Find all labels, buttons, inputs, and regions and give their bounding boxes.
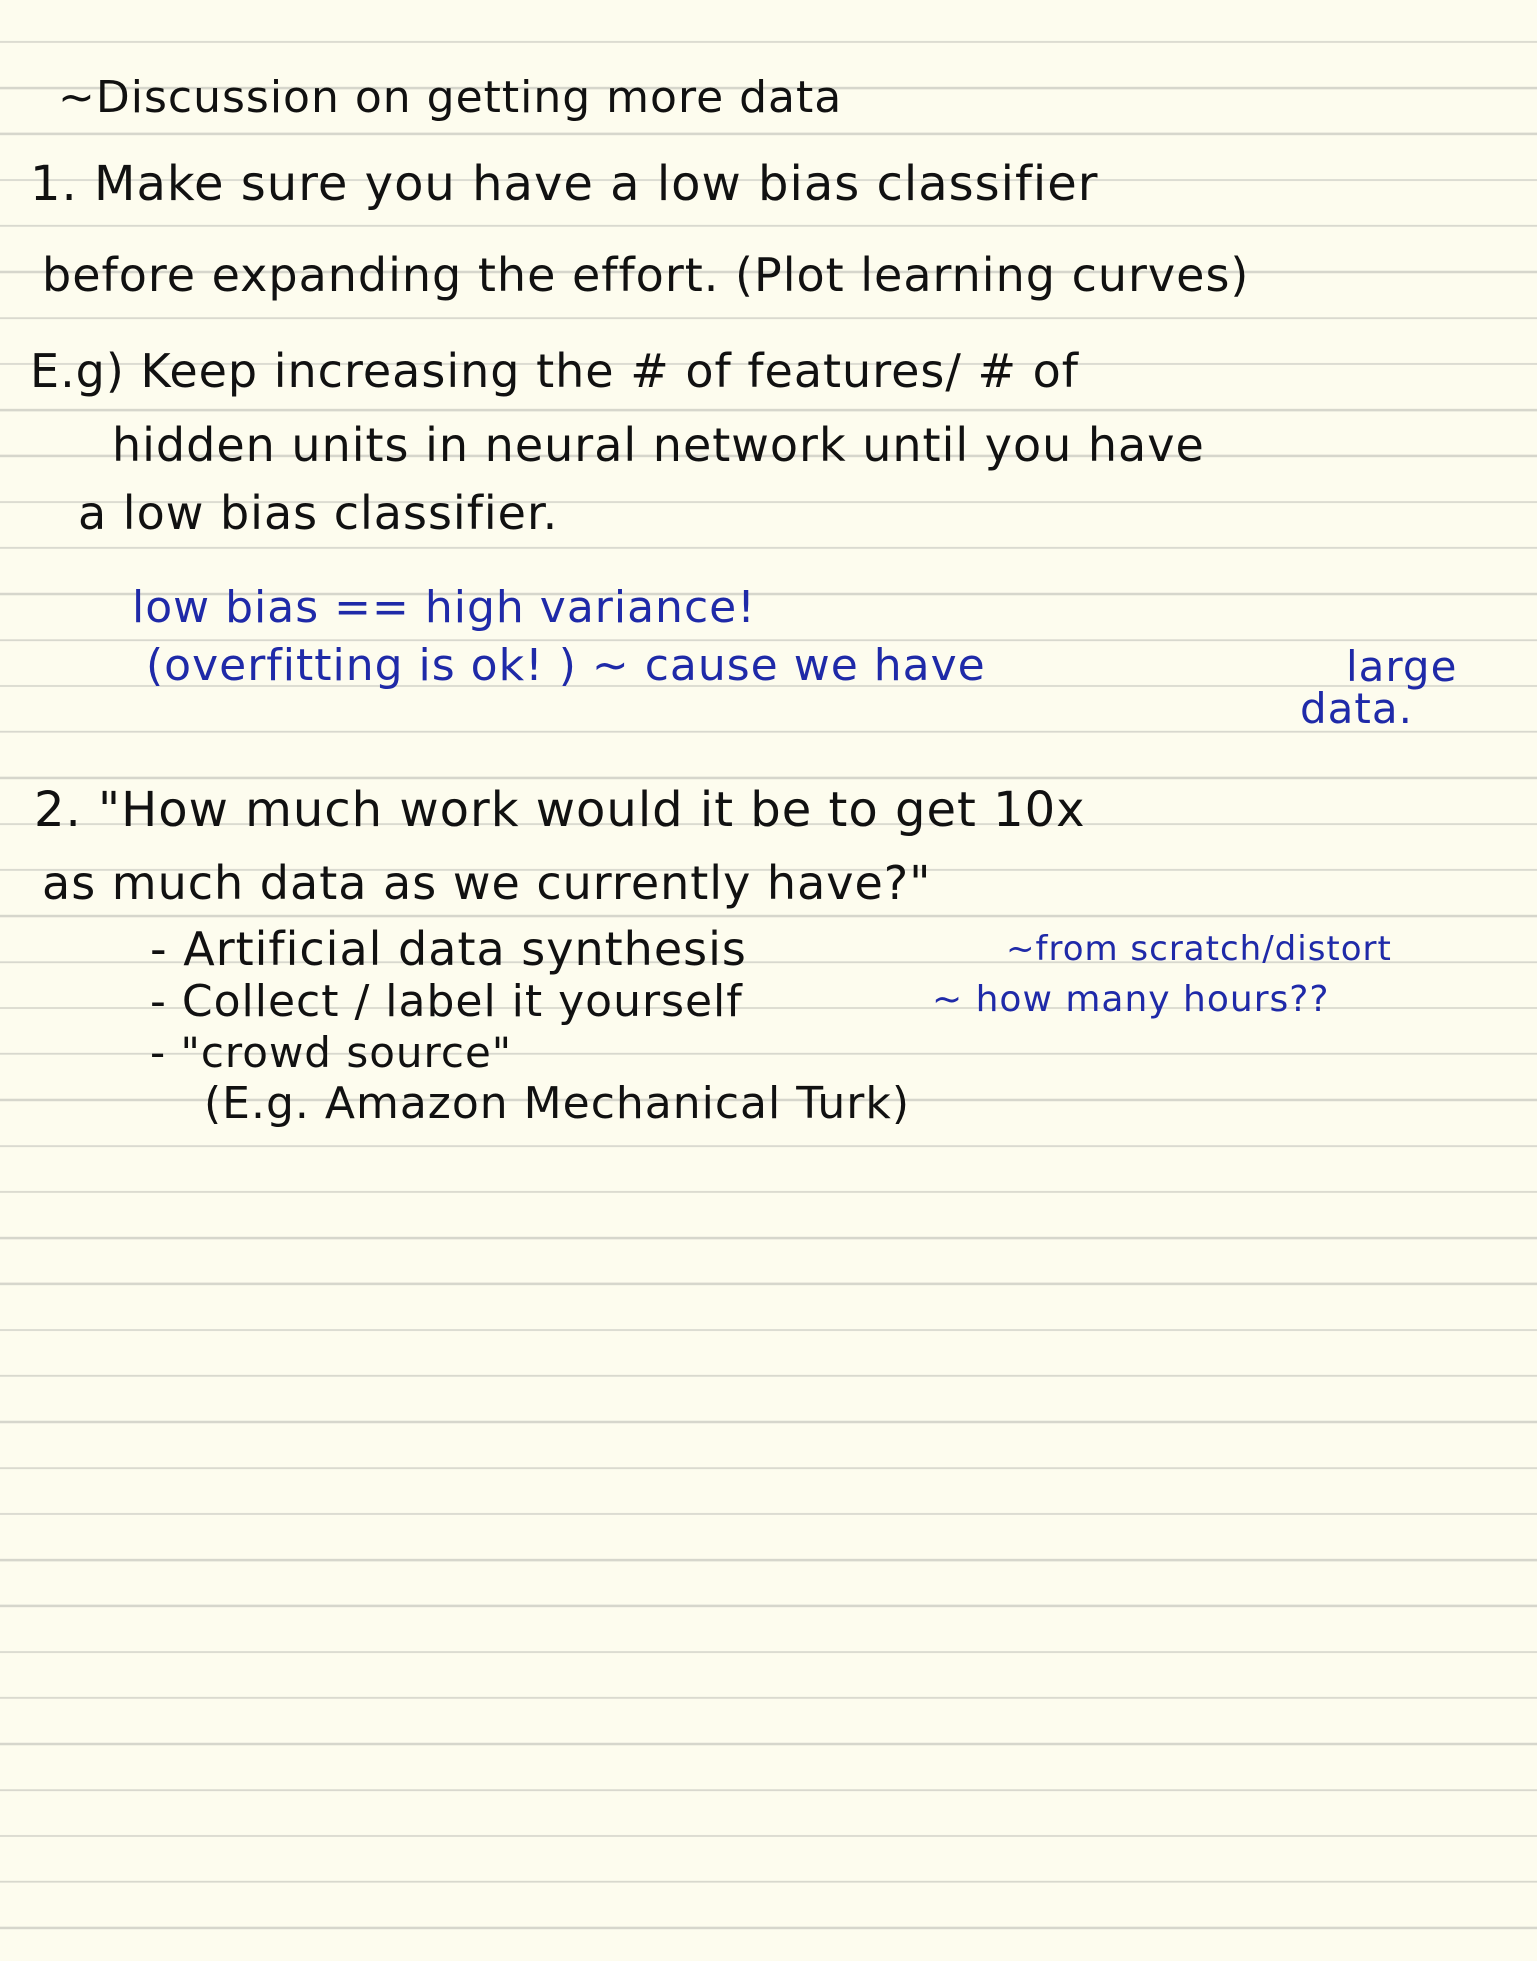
example-line1: E.g) Keep increasing the # of features/ # of (30, 344, 1079, 398)
bullet-crowd-example: (E.g. Amazon Mechanical Turk) (204, 1078, 911, 1129)
item2-line2: as much data as we currently have?" (42, 856, 932, 910)
item1-line1: 1. Make sure you have a low bias classifier (30, 156, 1099, 212)
bullet-crowd-source: - "crowd source" (150, 1028, 513, 1077)
bullet-artificial-note: ~from scratch/distort (1006, 929, 1392, 969)
blue-note-data: data. (1300, 684, 1413, 733)
bullet-artificial: - Artificial data synthesis (150, 922, 747, 976)
bullet-collect-note: ~ how many hours?? (932, 979, 1330, 1020)
blue-note-line1: low bias == high variance! (132, 582, 756, 633)
blue-note-line2: (overfitting is ok! ) ~ cause we have (146, 640, 986, 691)
item2-line1: 2. "How much work would it be to get 10x (34, 782, 1086, 838)
example-line3: a low bias classifier. (78, 486, 559, 540)
heading: ~Discussion on getting more data (58, 72, 843, 123)
blue-note-large: large (1346, 642, 1458, 691)
bullet-collect: - Collect / label it yourself (150, 976, 743, 1027)
example-line2: hidden units in neural network until you have (112, 418, 1205, 472)
item1-line2: before expanding the effort. (Plot learning curves) (42, 248, 1250, 302)
